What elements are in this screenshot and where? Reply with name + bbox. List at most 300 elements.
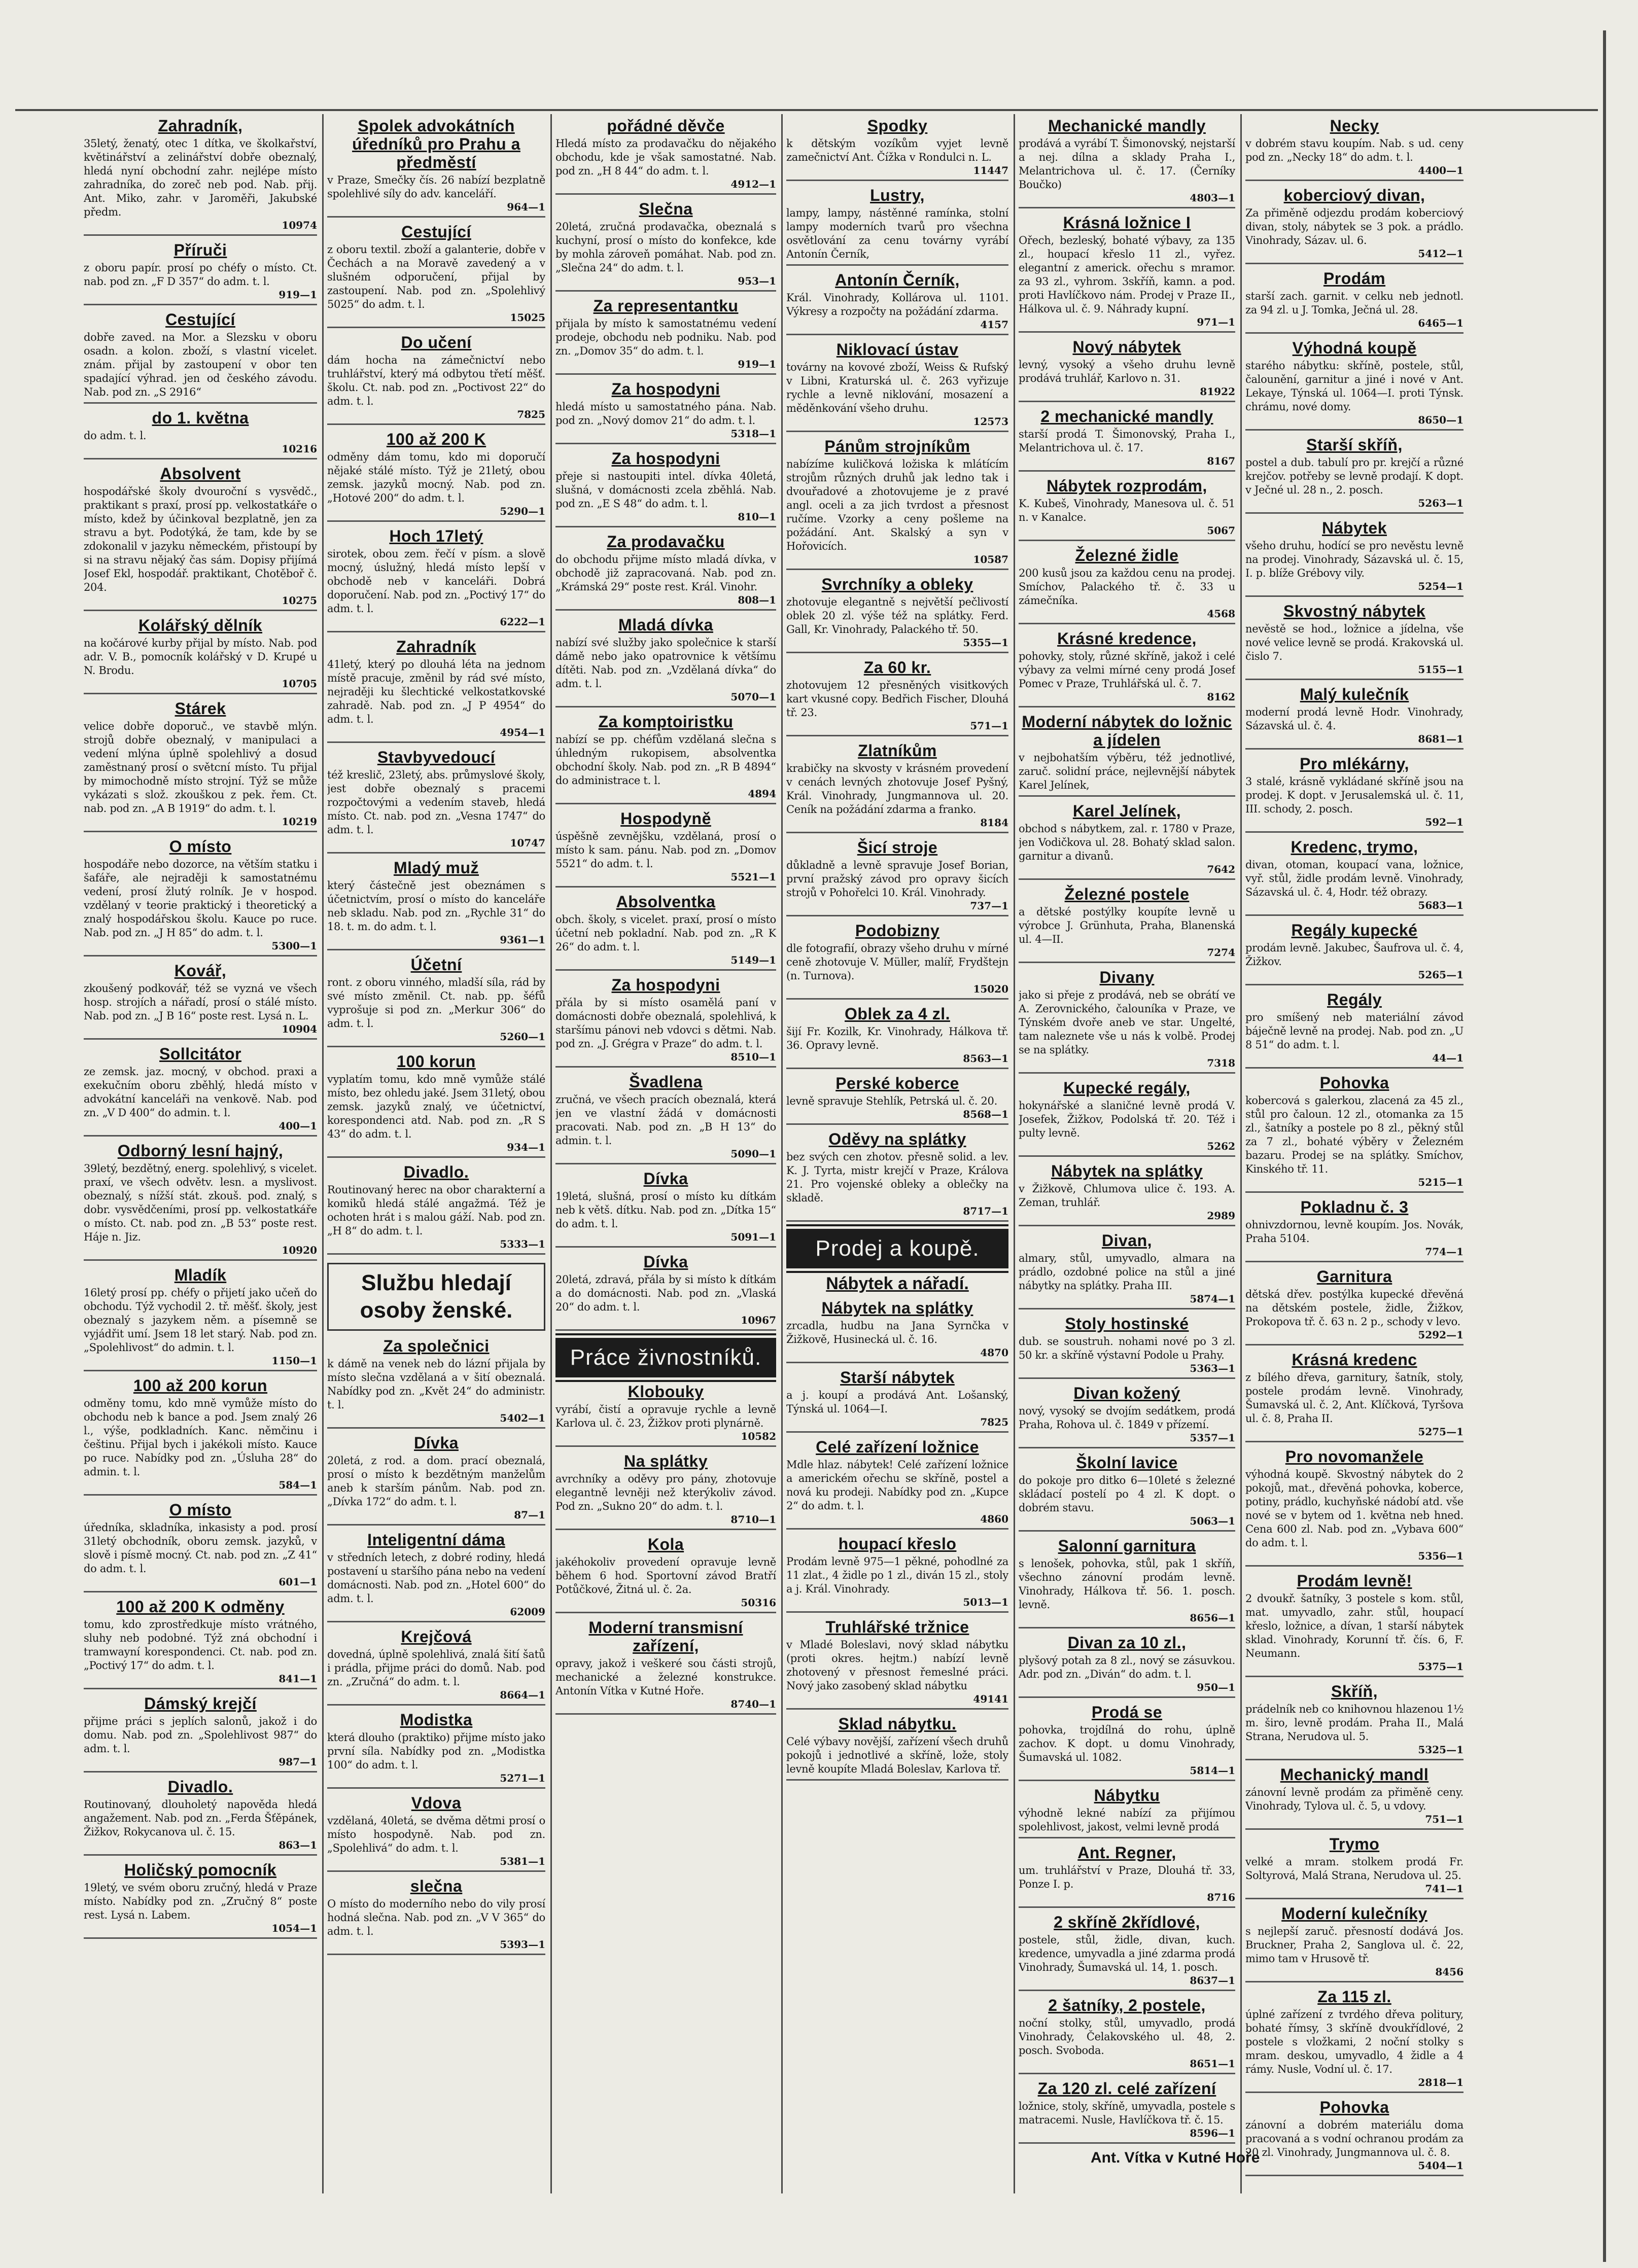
ad-text: a j. koupí a prodává Ant. Lošanský, Týnská ul. 1064—I. <box>786 1389 1008 1415</box>
ad-heading: Salonní garnitura <box>1058 1537 1196 1555</box>
classified-ad <box>1245 519 1463 597</box>
ad-reference-number: 5375—1 <box>1418 1660 1463 1673</box>
classified-ad <box>1245 1988 1463 2093</box>
ad-text: s nejlepší zaruč. přesností dodává Jos. Bruckner, Praha 2, Sanglova ul. č. 22, mimo tam v Hrusově tř. <box>1245 1925 1463 1965</box>
classified-ad <box>84 699 317 832</box>
ad-text: z oboru textil. zboží a galanterie, dobře v Čechách a na Moravě zavedený a v slušném odporučení, přijal by zastoupení. Nab. pod zn. „Spolehlivý 5025“ do adm. t. l. <box>327 243 545 310</box>
ad-text: obchod s nábytkem, zal. r. 1780 v Praze, jen Vodičkova ul. 28. Bohatý sklad salon. garnitur a divanů. <box>1019 823 1235 862</box>
ad-heading: Spodky <box>867 117 928 135</box>
classified-ad <box>327 1877 545 1955</box>
ad-text: postele, stůl, židle, divan, kuch. kredence, umyvadla a jiné zdarma prodá Vinohrady, Šumavská ul. 14, 1. posch. <box>1019 1934 1235 1973</box>
ad-heading: Za 60 kr. <box>863 658 931 677</box>
classified-ad <box>555 1073 776 1164</box>
ad-text: Prodám levně 975—1 pěkné, pohodlné za 11 zlat., 4 židle po 1 zl., diván 15 zl., stoly a j. Král. Vinohrady. <box>786 1555 1008 1595</box>
classified-ad <box>786 575 1008 653</box>
ad-reference-number: 5393—1 <box>500 1938 545 1951</box>
ad-reference-number: 950—1 <box>1197 1681 1235 1693</box>
ad-text: přála by si místo osamělá paní v domácnosti dobře obeznalá, spolehlivá, k staršímu pánovi neb vdovci s dětmi. Nab. pod zn. „J. Grégra v Praze“ do adm. t. l. <box>555 997 776 1050</box>
ad-reference-number: 5356—1 <box>1418 1550 1463 1562</box>
ad-heading: Cestující <box>165 310 235 329</box>
ad-reference-number: 987—1 <box>278 1756 317 1768</box>
ad-heading: Skvostný nábytek <box>1283 602 1426 620</box>
ad-reference-number: 584—1 <box>278 1479 317 1491</box>
ad-reference-number: 5300—1 <box>271 940 317 952</box>
ad-heading: Dívka <box>643 1253 688 1271</box>
ad-reference-number: 5292—1 <box>1418 1329 1463 1341</box>
classified-ad <box>786 1715 1008 1781</box>
ad-reference-number: 5070—1 <box>730 691 776 703</box>
ad-heading: Do učení <box>401 333 472 351</box>
ad-reference-number: 10920 <box>282 1244 317 1256</box>
ad-text: nový, vysoký se dvojím sedátkem, prodá Praha, Rohova ul. č. 1849 v přízemí. <box>1019 1405 1235 1431</box>
ad-reference-number: 7274 <box>1207 946 1235 959</box>
classified-ad <box>1245 1074 1463 1193</box>
ad-text: 2 dvoukř. šatníky, 3 postele s kom. stůl, mat. umyvadlo, zahr. stůl, houpací křeslo, ložnice, a dívan, 1 starší nábytek sklad. Vinohrady, Korunní tř. čís. 6, F. Neumann. <box>1245 1592 1463 1659</box>
ad-text: šijí Fr. Kozilk, Kr. Vinohrady, Hálkova tř. 36. Opravy levně. <box>786 1025 1008 1051</box>
ad-reference-number: 87—1 <box>514 1509 545 1521</box>
ad-text: 39letý, bezdětný, energ. spolehlivý, s vicelet. praxí, ve všech odvětv. lesn. a myslivost. obeznalý, s nížší stát. zkouš. pod. znalý, s dobr. vysvědčeními, prosí pp. velkostatkáře o místo. Ct. nab. pod zn. „B 53“ poste rest. Háje n. Jiz. <box>84 1162 317 1243</box>
ad-heading: Skříň, <box>1331 1682 1378 1700</box>
ad-reference-number: 5091—1 <box>730 1231 776 1243</box>
classified-ad <box>786 117 1008 181</box>
ad-text: Routinovaný herec na obor charakterní a komiků hledá stálé angažmá. Též je ochoten hrát i s malou gáží. Nab. pod zn. „H 8“ do adm. t. l. <box>327 1184 545 1237</box>
ad-heading: Mechanické mandly <box>1048 117 1206 135</box>
ad-text: 3 stalé, krásně vykládané skříně jsou na prodej. K dopt. v Jerusalemská ul. č. 11, III. schody, 2. posch. <box>1245 775 1463 815</box>
ad-heading: Inteligentní dáma <box>367 1531 505 1549</box>
ad-text: ront. z oboru vinného, mladší síla, rád by své místo změnil. Ct. nab. pp. šéfů vyprošuje si pod zn. „Merkur 306“ do adm. t. l. <box>327 976 545 1030</box>
ad-text: opravy, jakož i veškeré sou části strojů, mechanické a železné konstrukce. Antonín Vítka v Kutné Hoře. <box>555 1657 776 1697</box>
classified-ad <box>1019 477 1235 541</box>
ad-reference-number: 8162 <box>1207 691 1235 703</box>
ad-heading: Krásná kredenc <box>1292 1351 1417 1369</box>
ad-heading: Mladík <box>174 1266 227 1284</box>
ad-heading: Stárek <box>175 699 226 718</box>
ad-reference-number: 5262 <box>1207 1140 1235 1152</box>
ad-text: pro smíšený neb materiální závod báječně levně na prodej. Nab. pod zn. „U 8 51“ do adm. t. l. <box>1245 1011 1463 1051</box>
ad-reference-number: 4870 <box>980 1346 1008 1359</box>
classified-ad <box>1245 685 1463 750</box>
ad-text: zručná, ve všech pracích obeznalá, která jen ve vlastní žádá v domácnosti pracovati. Nab. pod zn. „B H 13“ do admin. t. l. <box>555 1093 776 1147</box>
classified-ad <box>1019 1315 1235 1379</box>
classified-ad <box>786 658 1008 736</box>
classified-ad <box>786 1438 1008 1530</box>
ad-heading: pořádné děvče <box>607 117 725 135</box>
ad-reference-number: 8456 <box>1435 1966 1463 1978</box>
ad-text: 16letý prosí pp. chéfy o přijetí jako učeň do obchodu. Týž vychodil 2. tř. měšť. školy, jest obeznalý s jazykem něm. a písemně se vyjádřit umí. Jsem 18 let starý. Nab. pod zn. „Spolehlivost“ do admin. t. l. <box>84 1287 317 1354</box>
ad-heading: Pohovka <box>1319 2098 1389 2116</box>
ad-heading: Holičský pomocník <box>124 1861 277 1879</box>
ad-reference-number: 5404—1 <box>1418 2159 1463 2172</box>
ad-text: v dobrém stavu koupím. Nab. s ud. ceny pod zn. „Necky 18“ do adm. t. l. <box>1245 137 1463 163</box>
ad-reference-number: 8596—1 <box>1190 2127 1235 2139</box>
ad-heading: Trymo <box>1329 1835 1380 1853</box>
ad-reference-number: 934—1 <box>507 1141 545 1153</box>
ad-reference-number: 5683—1 <box>1418 899 1463 911</box>
ad-reference-number: 6465—1 <box>1418 317 1463 329</box>
ad-heading: Pohovka <box>1319 1074 1389 1092</box>
ad-text: obch. školy, s vicelet. praxí, prosí o místo účetní neb pokladní. Nab. pod zn. „R K 26“ do adm. t. l. <box>555 913 776 953</box>
ad-text: který částečně jest obeznámen s účetnictvím, prosí o místo do kanceláře neb skladu. Nab. pod zn. „Rychle 31“ do 18. t. m. do adm. t. l. <box>327 879 545 933</box>
ad-reference-number: 5090—1 <box>730 1148 776 1160</box>
classified-ad <box>84 241 317 305</box>
ad-heading: Mladý muž <box>393 859 479 877</box>
ad-heading: Stoly hostinské <box>1065 1315 1189 1333</box>
classified-ad <box>84 409 317 459</box>
ad-text: Routinovaný, dlouholetý napověda hledá angažement. Nab. pod zn. „Ferda Šťěpánek, Žižkov, Rokycanova ul. č. 15. <box>84 1798 317 1838</box>
ad-reference-number: 919—1 <box>738 358 776 370</box>
classified-ad <box>327 859 545 950</box>
classified-ad <box>84 1598 317 1689</box>
ad-text: zrcadla, hudbu na Jana Syrnčka v Žižkově, Husinecká ul. č. 16. <box>786 1320 1008 1345</box>
ad-heading: Divan za 10 zl., <box>1067 1634 1187 1652</box>
ad-heading: Odborný lesní hajný, <box>117 1142 284 1160</box>
ad-heading: Regály <box>1327 990 1382 1009</box>
ad-heading: Zahradník, <box>158 117 243 135</box>
classified-ad <box>84 310 317 404</box>
ad-heading: Mladá dívka <box>618 616 713 634</box>
ad-reference-number: 7825 <box>517 408 545 420</box>
ad-heading: O místo <box>169 1501 232 1519</box>
classified-ad <box>786 186 1008 266</box>
classified-ad <box>1019 885 1235 963</box>
ad-reference-number: 4912—1 <box>730 178 776 190</box>
ad-text: prodám levně. Jakubec, Šaufrova ul. č. 4, Žižkov. <box>1245 942 1463 968</box>
ad-text: starší prodá T. Šimonovský, Praha I., Melantrichova ul. č. 17. <box>1019 428 1235 454</box>
classified-ad <box>327 955 545 1047</box>
ad-reference-number: 5149—1 <box>730 954 776 966</box>
ad-reference-number: 5325—1 <box>1418 1744 1463 1756</box>
classified-ad <box>327 223 545 328</box>
ad-reference-number: 5357—1 <box>1190 1432 1235 1444</box>
classified-ad <box>1019 407 1235 472</box>
classified-ad <box>555 1253 776 1331</box>
classified-ad <box>1019 1786 1235 1838</box>
classified-ad <box>786 922 1008 1000</box>
classified-ad <box>786 1618 1008 1710</box>
ad-heading: Pánům strojníkům <box>824 437 970 455</box>
classified-ad <box>1019 338 1235 402</box>
ad-text: k dětským vozíkům vyjet levně zamečnictví Ant. Čížka v Rondulci n. L. <box>786 137 1008 163</box>
column-rule <box>322 114 324 2193</box>
ad-heading: 100 až 200 korun <box>133 1376 268 1395</box>
ad-text: almary, stůl, umyvadlo, almara na prádlo, ozdobné police na stůl a jiné nábytky na splátky. Praha III. <box>1019 1252 1235 1292</box>
ad-heading: Krásné kredence, <box>1057 629 1197 648</box>
ad-heading: 100 až 200 K <box>386 430 486 448</box>
classified-ad <box>1019 1634 1235 1698</box>
ad-heading: do 1. května <box>152 409 249 427</box>
ad-reference-number: 10582 <box>741 1430 776 1442</box>
classified-ad <box>84 1778 317 1856</box>
ad-text: vyplatím tomu, kdo mně vymůže stálé místo, bez ohledu jaké. Jsem 31letý, obou zemsk. jazyků znalý, ve účetnictví, korespondenci atd. Nab. pod zn. „R S 43“ do adm. t. l. <box>327 1073 545 1140</box>
ad-heading: Garnitura <box>1316 1267 1392 1286</box>
ad-text: všeho druhu, hodící se pro nevěstu levně na prodej. Vinohrady, Sázavská ul. č. 15, I. p. blíže Grébovy vily. <box>1245 540 1463 579</box>
ad-text: na kočárové kurby přijal by místo. Nab. pod adr. V. B., pomocník kolářský v D. Krupé u N. Brodu. <box>84 637 317 677</box>
classified-ad <box>84 962 317 1040</box>
ad-reference-number: 4157 <box>980 318 1008 331</box>
classified-ad <box>84 1694 317 1773</box>
ad-reference-number: 12573 <box>973 415 1008 428</box>
ad-reference-number: 2989 <box>1207 1210 1235 1222</box>
classified-ad <box>555 1452 776 1530</box>
classified-ad <box>1245 1765 1463 1830</box>
ad-reference-number: 5260—1 <box>500 1031 545 1043</box>
ad-heading: Příruči <box>173 241 227 259</box>
ad-heading: Pro novomanžele <box>1285 1447 1424 1466</box>
ad-heading: Divadlo. <box>403 1163 469 1181</box>
ad-reference-number: 1054—1 <box>271 1922 317 1934</box>
ad-text: dle fotografií, obrazy všeho druhu v mírné ceně zhotovuje V. Müller, malíř, Frydštejn (n. Turnova). <box>786 942 1008 982</box>
ad-text: 20letá, zdravá, přála by si místo k dítkám a do domácnosti. Nab. pod zn. „Vlaská 20“ do adm. t. l. <box>555 1273 776 1313</box>
classified-ad <box>555 893 776 971</box>
classified-ad <box>1245 1682 1463 1760</box>
classified-ad <box>327 748 545 854</box>
ad-text: odměny tomu, kdo mně vymůže místo do obchodu neb k bance a pod. Jsem znalý 26 l., výše, podkladních. Kanc. němčinu i češtinu. Přijal bych i jakékoli místo. Kauce po ruce. Nabídky pod zn. „Úsluha 28“ do admin. t. l. <box>84 1397 317 1478</box>
ad-reference-number: 15020 <box>973 983 1008 995</box>
classified-ad <box>1245 1198 1463 1262</box>
classified-ad <box>786 437 1008 570</box>
ad-reference-number: 4954—1 <box>500 726 545 738</box>
classified-ad <box>1245 755 1463 833</box>
ad-text: 19letý, ve svém oboru zručný, hledá v Praze místo. Nabídky pod zn. „Zručný 8“ poste rest. Lysá n. Labem. <box>84 1882 317 1921</box>
ad-reference-number: 5063—1 <box>1190 1515 1235 1527</box>
ad-text: postel a dub. tabulí pro pr. krejčí a různé krejčov. potřeby se levně prodají. K dopt. v Ječné ul. 28 n., 2. posch. <box>1245 456 1463 496</box>
ad-text: starého nábytku: skříně, postele, stůl, čalounění, garnitur a jiné i nové v Ant. Lekaye, Týnská ul. 1064—I. proti Týnsk. chrámu, nové domy. <box>1245 360 1463 413</box>
ad-reference-number: 741—1 <box>1425 1883 1463 1895</box>
ad-heading: 2 mechanické mandly <box>1040 407 1213 426</box>
classified-ad <box>327 333 545 425</box>
classified-ad <box>1245 838 1463 916</box>
classified-ad <box>327 527 545 632</box>
ad-text: ohnivzdornou, levně koupím. Jos. Novák, Praha 5104. <box>1245 1219 1463 1245</box>
section-box: Službu hledají osoby ženské. <box>327 1263 545 1331</box>
ad-heading: Železné židle <box>1075 546 1179 564</box>
ad-text: dobře zaved. na Mor. a Slezsku v oboru osadn. a kolon. zboží, s vlastní vicelet. znám. přijal by zastoupení v obor ten spadající výhrad. jen od českého závodu. Nab. pod zn. „S 2916“ <box>84 331 317 398</box>
ad-heading: Sollcitátor <box>159 1045 241 1063</box>
ad-reference-number: 751—1 <box>1425 1813 1463 1825</box>
ad-text: krabičky na skvosty v krásném provedení v cenách levných zhotovuje Josef Pyšný, Král. Vinohrady, Jungmannova ul. 20. Ceník na požádání zdarma a franko. <box>786 762 1008 816</box>
classified-ad <box>1245 436 1463 514</box>
ad-reference-number: 953—1 <box>738 275 776 287</box>
ad-text: důkladně a levně spravuje Josef Borian, první pražský závod pro opravy šicích strojů v Pohořelci 10. Král. Vinohrady. <box>786 859 1008 899</box>
classified-ad <box>84 465 317 611</box>
ad-heading: Cestující <box>401 223 471 241</box>
ad-reference-number: 841—1 <box>278 1673 317 1685</box>
ad-heading: Nábytek <box>1322 519 1387 537</box>
ad-reference-number: 8167 <box>1207 455 1235 467</box>
ad-heading: Perské koberce <box>835 1074 959 1092</box>
ad-text: z oboru papír. prosí po chéfy o místo. Ct. nab. pod zn. „F D 357“ do adm. t. l. <box>84 262 317 288</box>
ad-reference-number: 10219 <box>282 816 317 828</box>
ad-text: úspěšně zevnějšku, vzdělaná, prosí o místo k sam. pánu. Nab. pod zn. „Domov 5521“ do adm. t. l. <box>555 830 776 870</box>
ad-reference-number: 5263—1 <box>1418 497 1463 509</box>
ad-reference-number: 7642 <box>1207 863 1235 875</box>
ad-reference-number: 5355—1 <box>963 636 1008 649</box>
classified-ad <box>1245 1351 1463 1442</box>
classified-ad <box>555 449 776 527</box>
ad-text: nabízí se pp. chéfům vzdělaná slečna s úhledným rukopisem, absolventka obchodní školy. Nab. pod zn. „R B 4894“ do administrace t. l. <box>555 733 776 787</box>
ad-heading: Na splátky <box>623 1452 708 1470</box>
ad-reference-number: 5363—1 <box>1190 1362 1235 1374</box>
ad-heading: Malý kulečník <box>1300 685 1409 703</box>
classified-ad <box>1019 117 1235 208</box>
ad-heading: Truhlářské tržnice <box>825 1618 969 1636</box>
ad-reference-number: 5271—1 <box>500 1772 545 1784</box>
ad-reference-number: 601—1 <box>278 1576 317 1588</box>
ad-text: ložnice, stoly, skříně, umyvadla, postele s matracemi. Nusle, Havlíčkova tř. č. 15. <box>1019 2100 1235 2126</box>
classified-ad <box>786 1005 1008 1069</box>
classified-ad <box>786 741 1008 833</box>
classified-ad <box>786 1130 1008 1222</box>
ad-reference-number: 964—1 <box>507 201 545 213</box>
ad-text: plyšový potah za 8 zl., nový se zásuvkou. Adr. pod zn. „Diván“ do adm. t. l. <box>1019 1654 1235 1680</box>
classified-ad <box>786 271 1008 335</box>
ad-heading: Krásná ložnice I <box>1063 214 1191 232</box>
ad-text: um. truhlářství v Praze, Dlouhá tř. 33, Ponze I. p. <box>1019 1864 1235 1890</box>
ad-text: K. Kubeš, Vinohrady, Manesova ul. č. 51 n. v Kanalce. <box>1019 498 1235 523</box>
ad-reference-number: 5412—1 <box>1418 247 1463 260</box>
column-1 <box>84 117 317 2191</box>
right-edge-rule <box>1603 30 1606 2262</box>
ad-text: Ořech, bezleský, bohaté výbavy, za 135 zl., houpací křeslo 11 zl., vyřez. elegantní z americk. ořechu s mramor. za 93 zl., vyhrom. 3skříň, kamn. a pod. proti Havlíčkovo nám. Prodej v Praze II., Hálkova ul. č. 9. Náhrady kupní. <box>1019 234 1235 315</box>
ad-reference-number: 5275—1 <box>1418 1426 1463 1438</box>
classified-ad <box>84 1376 317 1496</box>
ad-reference-number: 10705 <box>282 678 317 690</box>
ad-heading: slečna <box>410 1877 463 1895</box>
ad-reference-number: 9361—1 <box>500 934 545 946</box>
ad-heading: Spolek advokátních úředníků pro Prahu a předměstí <box>352 117 520 171</box>
ad-text: Za přiměně odjezdu prodám koberciový divan, stoly, nábytek se 3 pok. a prádlo. Vinohrady, Sázav. ul. 6. <box>1245 207 1463 246</box>
ad-reference-number: 10904 <box>282 1023 317 1035</box>
ad-heading: Ant. Regner, <box>1077 1844 1176 1862</box>
ad-reference-number: 8717—1 <box>963 1205 1008 1217</box>
classified-ad <box>555 533 776 611</box>
ad-reference-number: 8637—1 <box>1190 1974 1235 1987</box>
classified-ad <box>1019 1537 1235 1628</box>
ad-reference-number: 8650—1 <box>1418 414 1463 426</box>
classified-ad <box>1019 1913 1235 1991</box>
classified-ad <box>327 637 545 743</box>
ad-heading: Kupecké regály, <box>1063 1079 1191 1097</box>
ad-reference-number: 5521—1 <box>730 871 776 883</box>
ad-heading: Divan kožený <box>1073 1384 1180 1402</box>
classified-ad <box>1019 1996 1235 2074</box>
classified-ad <box>555 1535 776 1613</box>
classified-ad <box>1245 1904 1463 1982</box>
ad-text: zhotovujem 12 přesněných visitkových kart vkusné copy. Bedřich Fischer, Dlouhá tř. 23. <box>786 679 1008 719</box>
ad-reference-number: 971—1 <box>1197 316 1235 328</box>
ad-text: do pokoje pro ditko 6—10leté s železné skládací postelí po 4 zl. K dopt. o dobrém stavu. <box>1019 1474 1235 1514</box>
ad-heading: Zlatníkům <box>858 741 937 760</box>
ad-text: do adm. t. l. <box>84 430 147 442</box>
classified-ad <box>1245 269 1463 334</box>
ad-text: úředníka, skladníka, inkasisty a pod. prosí 31letý obchodník, oboru zemsk. jazyků, v slově i písmě mocný. Ct. nab. pod zn. „Z 41“ do adm. t. l. <box>84 1521 317 1575</box>
ad-heading: Regály kupecké <box>1291 921 1418 939</box>
ad-reference-number: 592—1 <box>1425 816 1463 828</box>
ad-text: též kreslič, 23letý, abs. průmyslové školy, jest dobře obeznalý s pracemi rozpočtovými a vedením staveb, hledá místo. Ct. nab. pod zn. „Vesna 1747“ do adm. t. l. <box>327 769 545 836</box>
classified-ad <box>1019 629 1235 707</box>
ad-text: sirotek, obou zem. řečí v písm. a slově mocný, úslužný, hledá místo lepší v obchodě neb v kanceláři. Dobrá doporučení. Nab. pod zn. „Poctivý 17“ do adm. t. l. <box>327 548 545 615</box>
classified-ad <box>84 1142 317 1261</box>
ad-text: odměny dám tomu, kdo mi doporučí nějaké stálé místo. Týž je 21letý, obou zemsk. jazyků mocný. Nab. pod zn. „Hotové 200“ do adm. t. l. <box>327 451 545 504</box>
ad-reference-number: 4803—1 <box>1190 192 1235 204</box>
ad-text: divan, otoman, koupací vana, ložnice, vyř. stůl, židle prodám levně. Vinohrady, Sázavská ul. č. 4, Hodr. též obrazy. <box>1245 859 1463 898</box>
ad-reference-number: 5265—1 <box>1418 969 1463 981</box>
ad-reference-number: 8740—1 <box>730 1698 776 1710</box>
ad-reference-number: 810—1 <box>738 511 776 523</box>
classified-ad <box>555 1170 776 1248</box>
column-rule <box>1014 114 1015 2193</box>
ad-text: která dlouho (praktiko) přijme místo jako první síla. Nabídky pod zn. „Modistka 100“ do adm. t. l. <box>327 1731 545 1771</box>
ad-heading: Za hospodyni <box>611 380 720 398</box>
ad-reference-number: 4568 <box>1207 608 1235 620</box>
classified-ad <box>84 1266 317 1371</box>
ad-text: hledá místo u samostatného pána. Nab. pod zn. „Nový domov 21“ do adm. t. l. <box>555 401 776 427</box>
classified-ad <box>327 1434 545 1526</box>
classified-ad <box>84 1861 317 1939</box>
ad-reference-number: 737—1 <box>970 900 1008 912</box>
classified-ad <box>1019 802 1235 880</box>
ad-heading: Nábytku <box>1094 1786 1160 1804</box>
ad-reference-number: 10216 <box>282 443 317 455</box>
classified-ad <box>555 713 776 804</box>
ad-text: v středních letech, z dobré rodiny, hledá postavení u staršího pána nebo na vedení domácnosti. Nab. pod zn. „Hotel 600“ do adm. t. l. <box>327 1551 545 1605</box>
ad-heading: Slečna <box>639 200 693 218</box>
ad-text: přijme práci s jeplích salonů, jakož i do domu. Nab. pod zn. „Spolehlivost 987“ do adm. t. l. <box>84 1715 317 1755</box>
classified-ad <box>327 1794 545 1872</box>
classified-ad <box>1245 921 1463 985</box>
ad-reference-number: 10587 <box>973 553 1008 565</box>
ad-heading: Moderní transmisní zařízení, <box>588 1618 743 1655</box>
column-4 <box>786 117 1008 2191</box>
classified-ad <box>1245 990 1463 1069</box>
classified-ad <box>1245 1835 1463 1899</box>
ad-heading: Za prodavačku <box>607 533 725 551</box>
classified-ad <box>555 1618 776 1715</box>
classified-ad <box>1019 713 1235 797</box>
classified-ad <box>1245 1267 1463 1345</box>
ad-text: 20letá, zručná prodavačka, obeznalá s kuchyní, prosí o místo do konfekce, kde by mohla zároveň pomáhat. Nab. pod zn. „Slečna 24“ do adm. t. l. <box>555 221 776 274</box>
classified-ad <box>1245 1447 1463 1567</box>
ad-heading: Moderní nábytek do ložnic a jídelen <box>1022 713 1232 749</box>
column-rule <box>550 114 552 2193</box>
ad-text: 200 kusů jsou za každou cenu na prodej. Smíchov, Palackého tř. č. 33 u zámečníka. <box>1019 567 1235 607</box>
classified-ad <box>84 837 317 956</box>
classified-ad <box>555 117 776 195</box>
ad-reference-number: 5290—1 <box>500 505 545 517</box>
ad-reference-number: 8510—1 <box>730 1051 776 1063</box>
ad-reference-number: 8710—1 <box>730 1513 776 1526</box>
ad-text: z bílého dřeva, garnitury, šatník, stoly, postele prodám levně. Vinohrady, Šumavská ul. č. 2, Ant. Klíčková, Tyršova ul. č. 8, Praha II. <box>1245 1371 1463 1425</box>
ad-reference-number: 8664—1 <box>500 1689 545 1701</box>
ad-reference-number: 8184 <box>980 817 1008 829</box>
ad-reference-number: 10967 <box>741 1314 776 1326</box>
ad-text: hospodářské školy dvouroční s vysvědč., praktikant s praxí, prosí pp. velkostatkáře o místo, kdež by účinkoval bezplatně, jen za stravu a byt. Podotýká, že tam, kde by se zdokonalil v jazyku německém, přistoupí by si na stravu nějaký čas sám. Dopisy přijímá Josef Ekl, hospodář. praktikant, Chotěboř č. 204. <box>84 485 317 593</box>
ad-heading: Dívka <box>414 1434 459 1452</box>
ad-text: přeje si nastoupiti intel. dívka 40letá, slušná, v domácnosti zcela zběhlá. Nab. pod zn. „E S 48“ do adm. t. l. <box>555 470 776 510</box>
ad-text: nevěstě se hod., ložnice a jídelna, vše nové velice levně se prodá. Krakovská ul. čislo 7. <box>1245 623 1463 662</box>
ad-heading: Stavbyvedoucí <box>377 748 496 766</box>
ad-reference-number: 44—1 <box>1432 1052 1463 1064</box>
ad-text: vyrábí, čistí a opravuje rychle a levně Karlova ul. č. 23, Žižkov proti plynárně. <box>555 1403 776 1429</box>
classified-ad <box>327 1052 545 1158</box>
ad-text: moderní prodá levně Hodr. Vinohrady, Sázavská ul. č. 4. <box>1245 706 1463 732</box>
classified-ad <box>555 616 776 707</box>
classified-ad <box>555 809 776 888</box>
ad-text: Mdle hlaz. nábytek! Celé zařízení ložnice a americkém ořechu se skříně, postel a nová ku prodeji. Nabídky pod zn. „Kupce 2“ do adm. t. l. <box>786 1459 1008 1512</box>
ad-text: dovedná, úplně spolehlivá, znalá šití šatů i prádla, přijme práci do domů. Nab. pod zn. „Zručná“ do adm. t. l. <box>327 1648 545 1688</box>
ad-reference-number: 571—1 <box>970 720 1008 732</box>
ad-reference-number: 50316 <box>741 1597 776 1609</box>
